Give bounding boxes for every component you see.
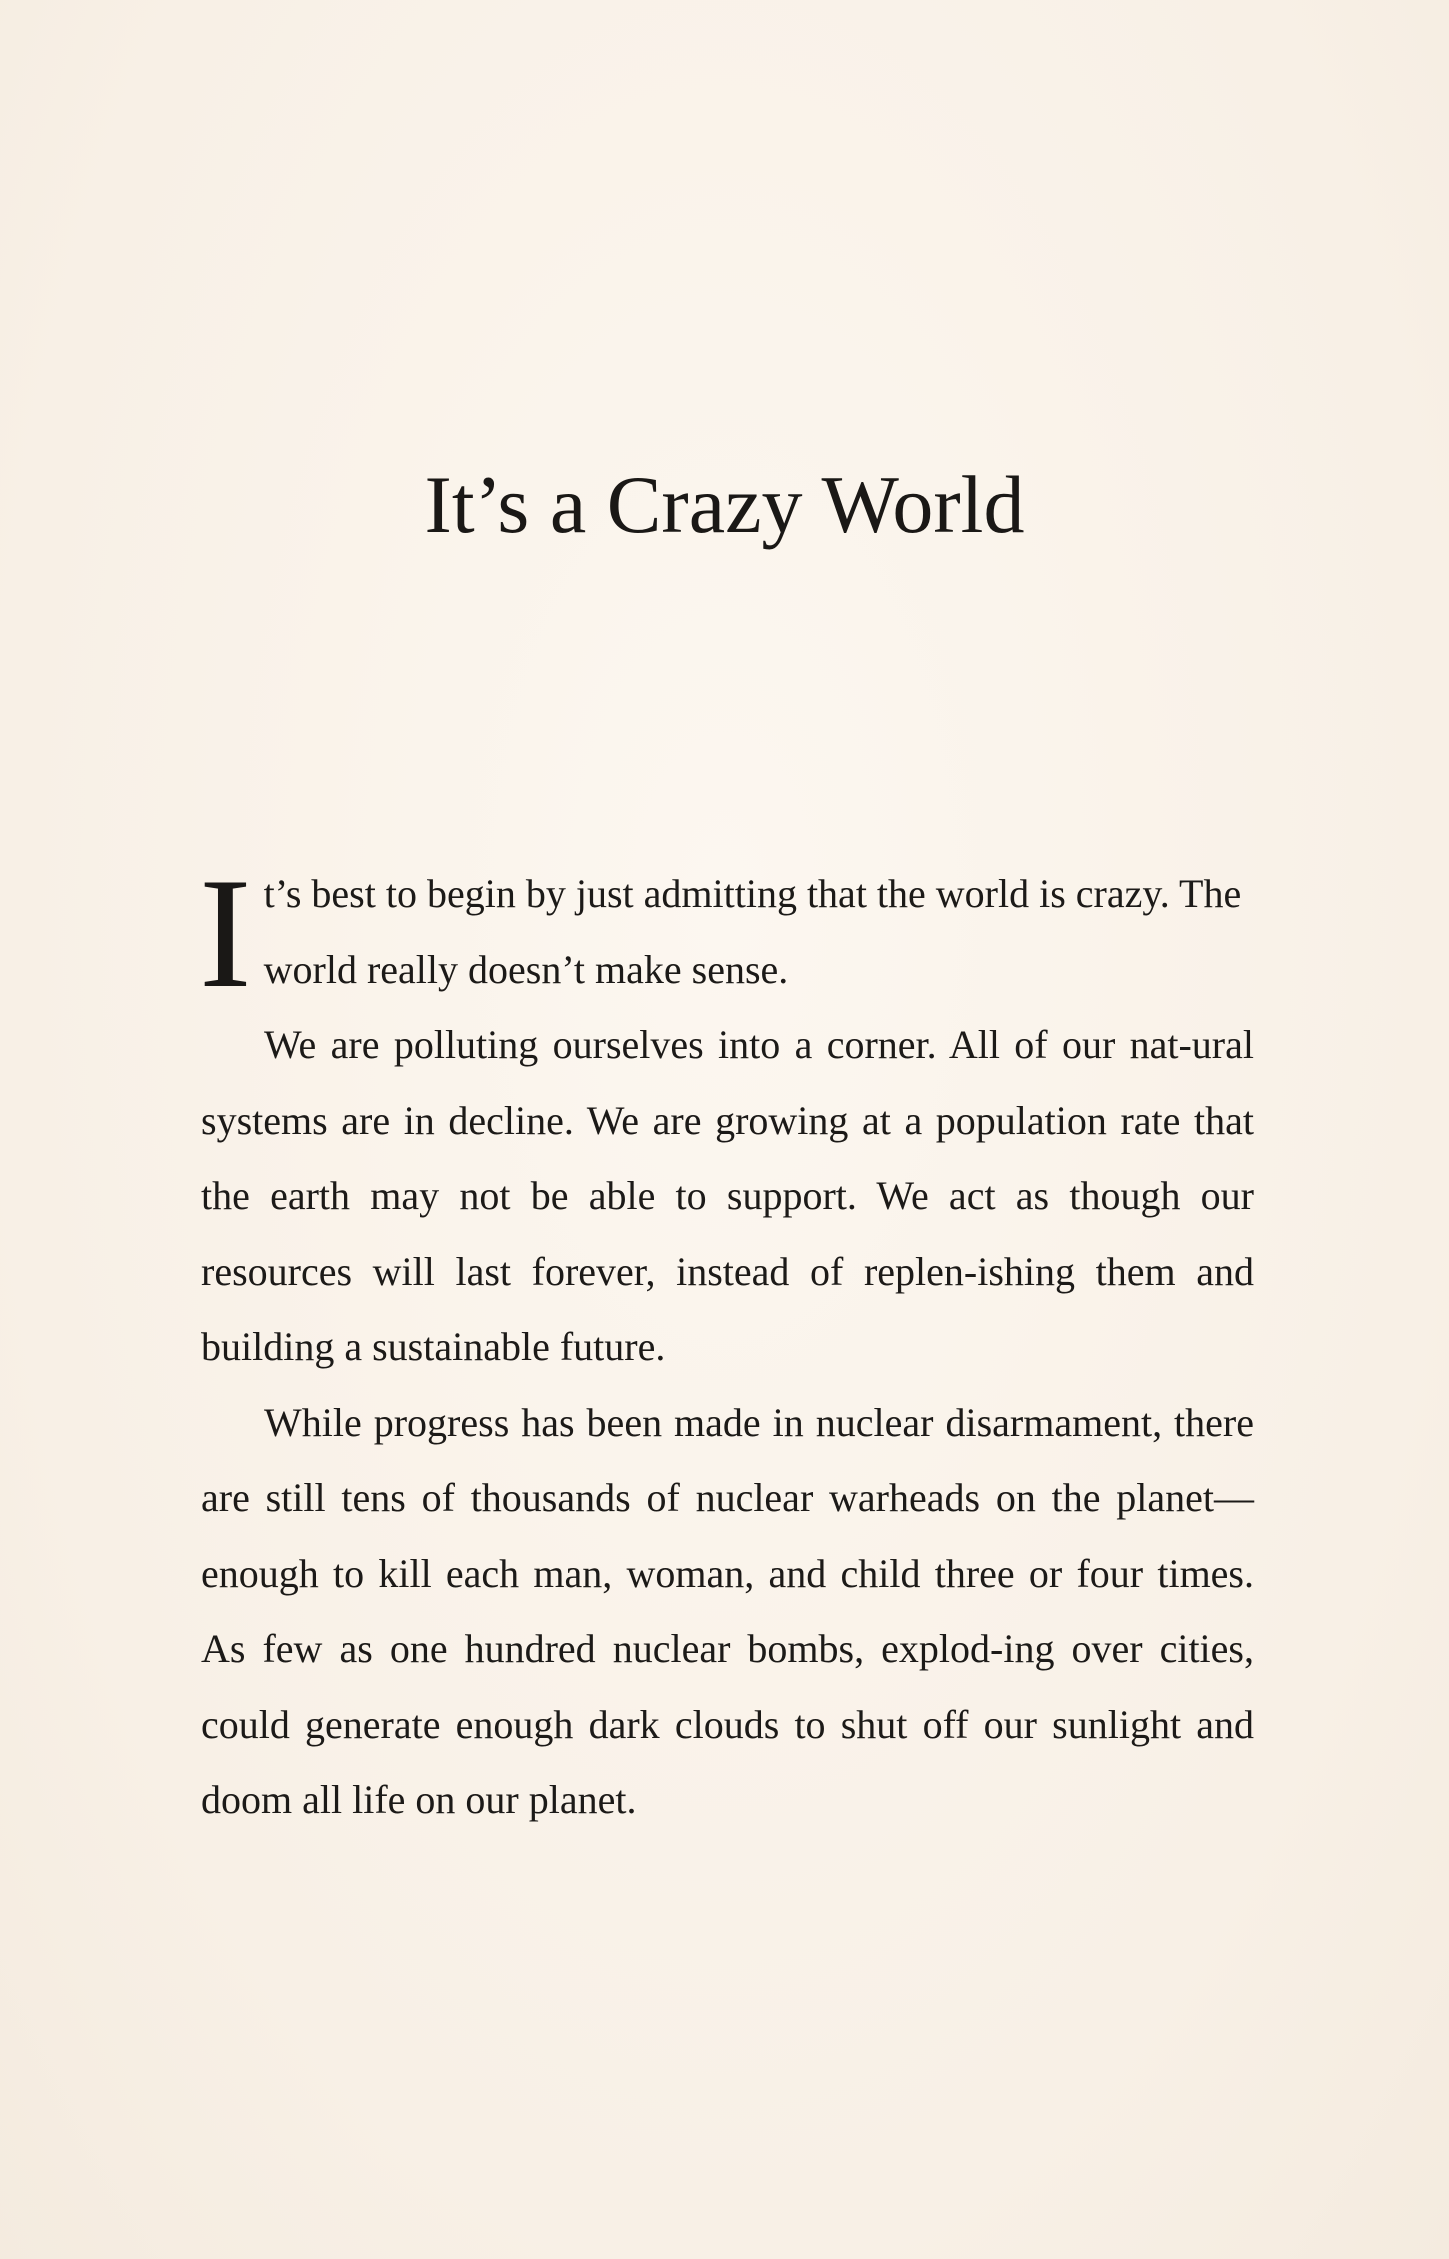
paragraph-pollution: We are polluting ourselves into a corner. All of our nat-ural systems are in decline. We are growing at a population rate that the earth may not be able to support. We act as though our resources will last forever, instead of replen-ishing them and building a sustainable future. <box>201 1022 1254 1369</box>
opening-paragraph <box>199 846 1254 1021</box>
chapter-title: It’s a Crazy World <box>424 459 1025 550</box>
chapter-body <box>199 846 1254 1838</box>
drop-cap: I <box>199 846 252 1021</box>
paragraph-nuclear: While progress has been made in nuclear disarmament, there are still tens of thousands of nuclear warheads on the planet—enough to kill each man, woman, and child three or four times. As few as one hundred nuclear bombs, explod-ing over cities, could generate enough dark clouds to shut off our sunlight and doom all life on our planet. <box>201 1399 1254 1822</box>
opening-paragraph-text: t’s best to begin by just admitting that the world is crazy. The world really doesn’t make sense. <box>263 871 1242 992</box>
